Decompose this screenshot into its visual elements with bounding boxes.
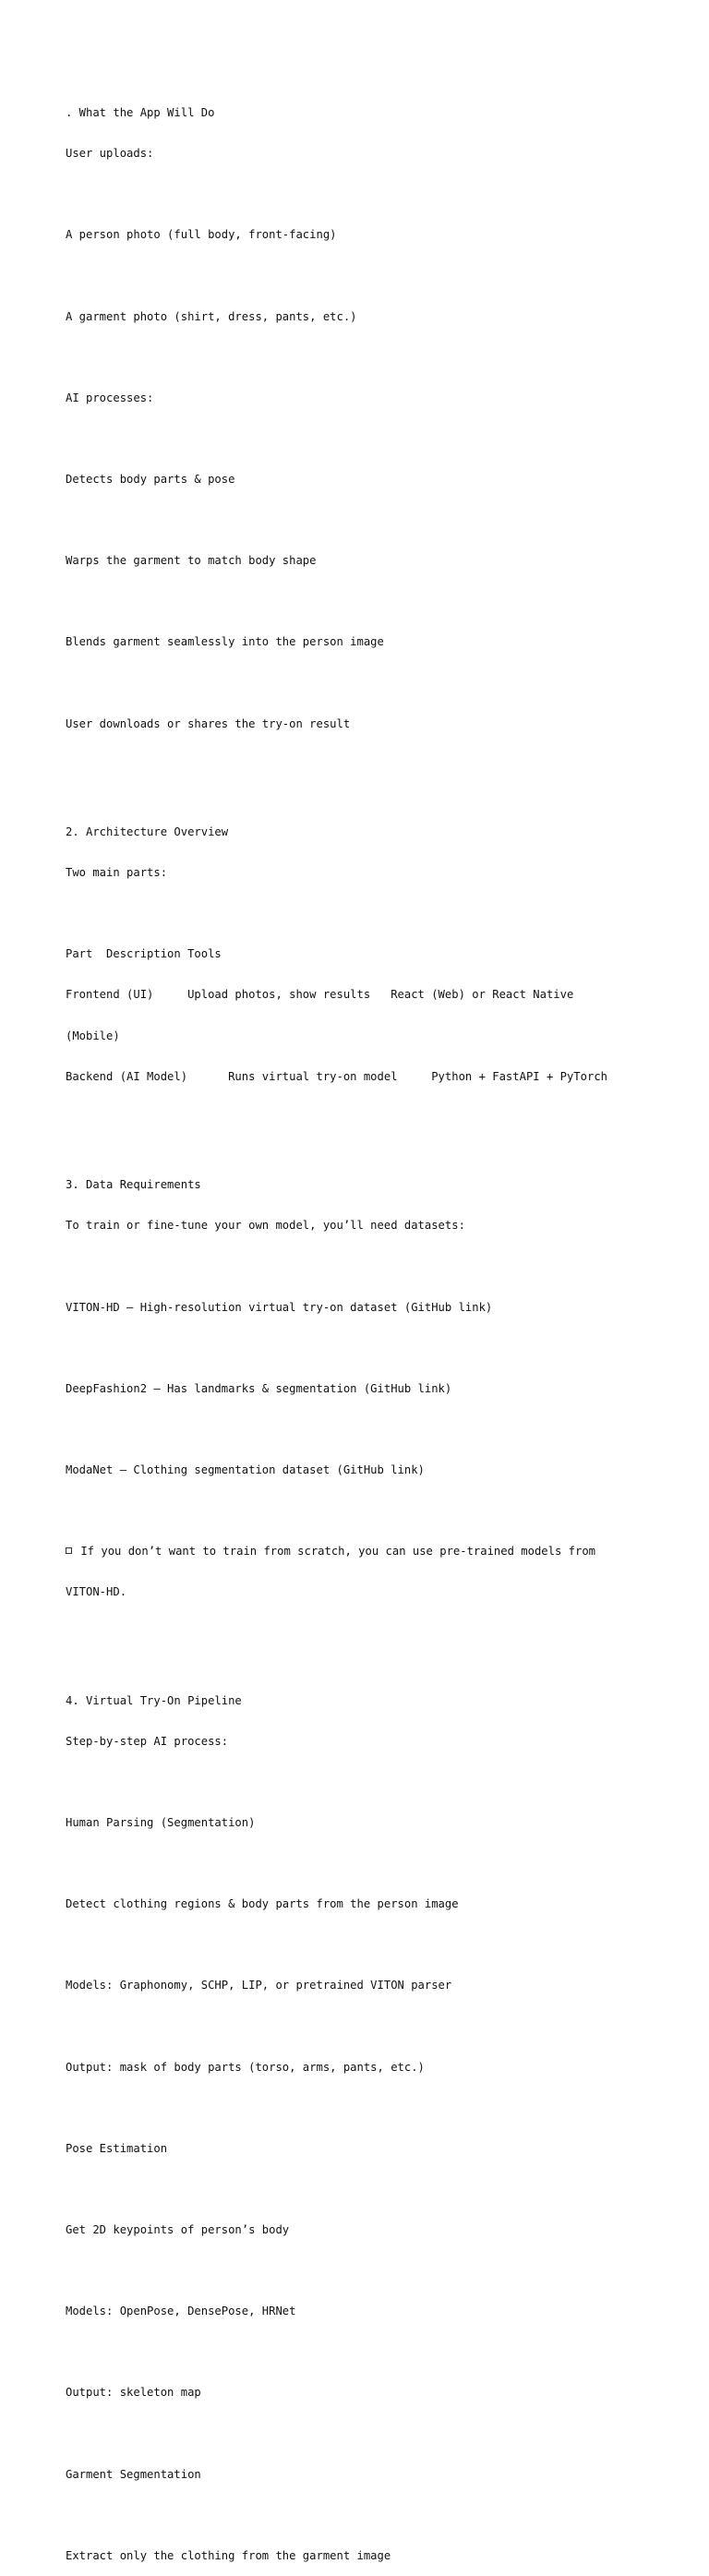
blank-line: [66, 1857, 656, 1871]
text-line: Output: skeleton map: [66, 2386, 201, 2400]
note-line-continued: VITON-HD.: [66, 1585, 127, 1599]
text-line: Models: OpenPose, DensePose, HRNet: [66, 2305, 296, 2318]
text-line: Extract only the clothing from the garment image: [66, 2548, 391, 2562]
text-line: ModaNet — Clothing segmentation dataset (GitHub link): [66, 1463, 425, 1476]
blank-line: [66, 2020, 656, 2034]
text-line: Warps the garment to match body shape: [66, 554, 317, 568]
text-line: VITON-HD — High-resolution virtual try-on dataset (GitHub link): [66, 1300, 493, 1314]
text-line: Garment Segmentation: [66, 2467, 201, 2481]
text-line: User downloads or shares the try-on result: [66, 716, 351, 730]
blank-line: [66, 1423, 656, 1437]
blank-line: [66, 1626, 656, 1640]
blank-line: [66, 2101, 656, 2115]
text-line: Detects body parts & pose: [66, 472, 235, 486]
text-line: Pose Estimation: [66, 2141, 168, 2155]
text-line: Output: mask of body parts (torso, arms, pants, etc.): [66, 2060, 425, 2074]
section-heading: . What the App Will Do: [66, 106, 215, 120]
table-row-line: (Mobile): [66, 1029, 120, 1042]
note-text: If you don’t want to train from scratch, you can use pre-trained models from: [80, 1545, 595, 1559]
blank-line: [66, 513, 656, 527]
text-line: Two main parts:: [66, 866, 168, 880]
section-heading: 4. Virtual Try-On Pipeline: [66, 1693, 242, 1707]
text-line: Step-by-step AI process:: [66, 1734, 229, 1748]
blank-line: [66, 269, 656, 283]
text-line: AI processes:: [66, 391, 154, 404]
table-header-line: Part Description Tools: [66, 947, 222, 961]
blank-line: [66, 676, 656, 690]
blank-line: [66, 2345, 656, 2359]
text-line: User uploads:: [66, 147, 154, 161]
blank-line: [66, 758, 656, 772]
text-line: Human Parsing (Segmentation): [66, 1816, 256, 1830]
blank-line: [66, 595, 656, 608]
text-line: Detect clothing regions & body parts from the person image: [66, 1897, 459, 1911]
blank-line: [66, 2426, 656, 2440]
text-line: Blends garment seamlessly into the person image: [66, 635, 384, 649]
text-line: A garment photo (shirt, dress, pants, etc.): [66, 309, 357, 323]
blank-line: [66, 1938, 656, 1952]
text-line: Models: Graphonomy, SCHP, LIP, or pretrained VITON parser: [66, 1979, 452, 1992]
blank-line: [66, 1342, 656, 1355]
table-row-line: Frontend (UI) Upload photos, show results React (Web) or React Native: [66, 988, 574, 1002]
blank-line: [66, 2509, 656, 2522]
blank-line: [66, 1776, 656, 1789]
blank-line: [66, 432, 656, 446]
document-body: [66, 66, 656, 2576]
blank-line: [66, 907, 656, 921]
blank-line: [66, 1111, 656, 1125]
blank-line: [66, 2264, 656, 2278]
blank-line: [66, 187, 656, 201]
text-line: Get 2D keypoints of person’s body: [66, 2223, 290, 2237]
note-line: [66, 1545, 656, 1559]
blank-line: [66, 1259, 656, 1273]
blank-line: [66, 2183, 656, 2197]
blank-line: [66, 351, 656, 365]
checkbox-icon: [66, 1547, 72, 1554]
text-line: A person photo (full body, front-facing): [66, 228, 337, 242]
text-line: DeepFashion2 — Has landmarks & segmentation (GitHub link): [66, 1381, 452, 1395]
section-heading: 2. Architecture Overview: [66, 825, 229, 839]
table-row-line: Backend (AI Model) Runs virtual try-on model Python + FastAPI + PyTorch: [66, 1069, 607, 1083]
blank-line: [66, 1504, 656, 1518]
text-line: To train or fine-tune your own model, you’ll need datasets:: [66, 1219, 465, 1233]
section-heading: 3. Data Requirements: [66, 1178, 201, 1192]
